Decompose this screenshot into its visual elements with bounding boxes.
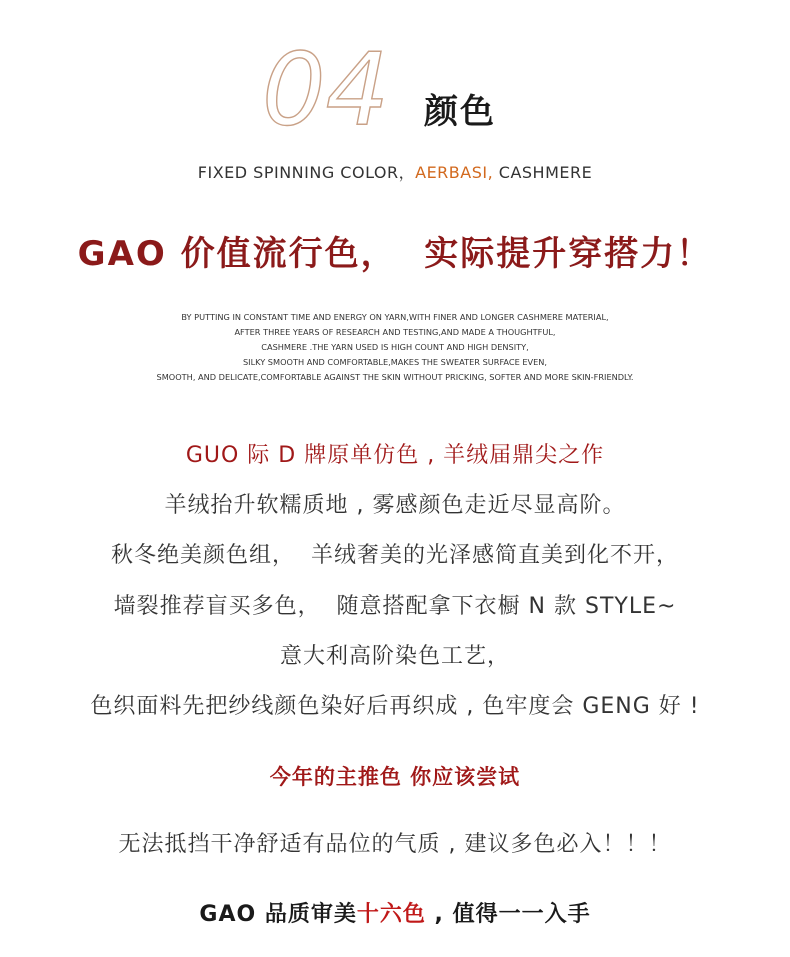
body-line: 羊绒抬升软糯质地 , 雾感颜色走近尽显高阶。	[164, 493, 626, 518]
subtitle-part-3: CASHMERE	[493, 163, 593, 182]
description-line: BY PUTTING IN CONSTANT TIME AND ENERGY ON YARN,WITH FINER AND LONGER CASHMERE MATERIAL,	[181, 312, 609, 322]
english-description	[0, 310, 790, 385]
body-line: 意大利高阶染色工艺，	[279, 644, 510, 669]
final-part-1: GAO 品质审美	[199, 902, 357, 927]
recommend-line: 无法抵挡干净舒适有品位的气质 , 建议多色必入！！！	[118, 832, 672, 857]
body-line: 墙裂推荐盲买多色， 随意搭配拿下衣橱 N 款 STYLE~	[113, 594, 677, 619]
description-line: SMOOTH, AND DELICATE,COMFORTABLE AGAINST THE SKIN WITHOUT PRICKING, SOFTER AND MORE SKIN-FRIENDLY.	[156, 372, 634, 382]
highlight-title: 今年的主推色 你应该尝试	[269, 765, 521, 789]
final-part-3: , 值得一一入手	[425, 902, 591, 927]
description-line: SILKY SMOOTH AND COMFORTABLE,MAKES THE SWEATER SURFACE EVEN,	[242, 357, 548, 367]
description-line: AFTER THREE YEARS OF RESEARCH AND TESTING,AND MADE A THOUGHTFUL,	[234, 327, 556, 337]
section-title: 颜色	[424, 92, 496, 132]
section-number-04	[262, 30, 402, 134]
subtitle-part-1: FIXED SPINNING COLOR，	[197, 163, 416, 182]
brand-line: GUO 际 D 牌原单仿色 , 羊绒届鼎尖之作	[185, 443, 605, 468]
subtitle	[0, 160, 790, 183]
final-highlight: 十六色	[356, 902, 426, 927]
description-line: CASHMERE .THE YARN USED IS HIGH COUNT AND HIGH DENSITY,	[261, 342, 529, 352]
body-line: 色织面料先把纱线颜色染好后再织成 , 色牢度会 GENG 好 !	[90, 694, 700, 719]
subtitle-accent: AERBASI,	[415, 163, 494, 182]
final-line	[0, 897, 790, 928]
body-line: 秋冬绝美颜色组， 羊绒奢美的光泽感简直美到化不开，	[111, 543, 679, 568]
section-number-text: 04	[262, 31, 390, 134]
headline: GAO 价值流行色， 实际提升穿搭力！	[77, 234, 713, 274]
